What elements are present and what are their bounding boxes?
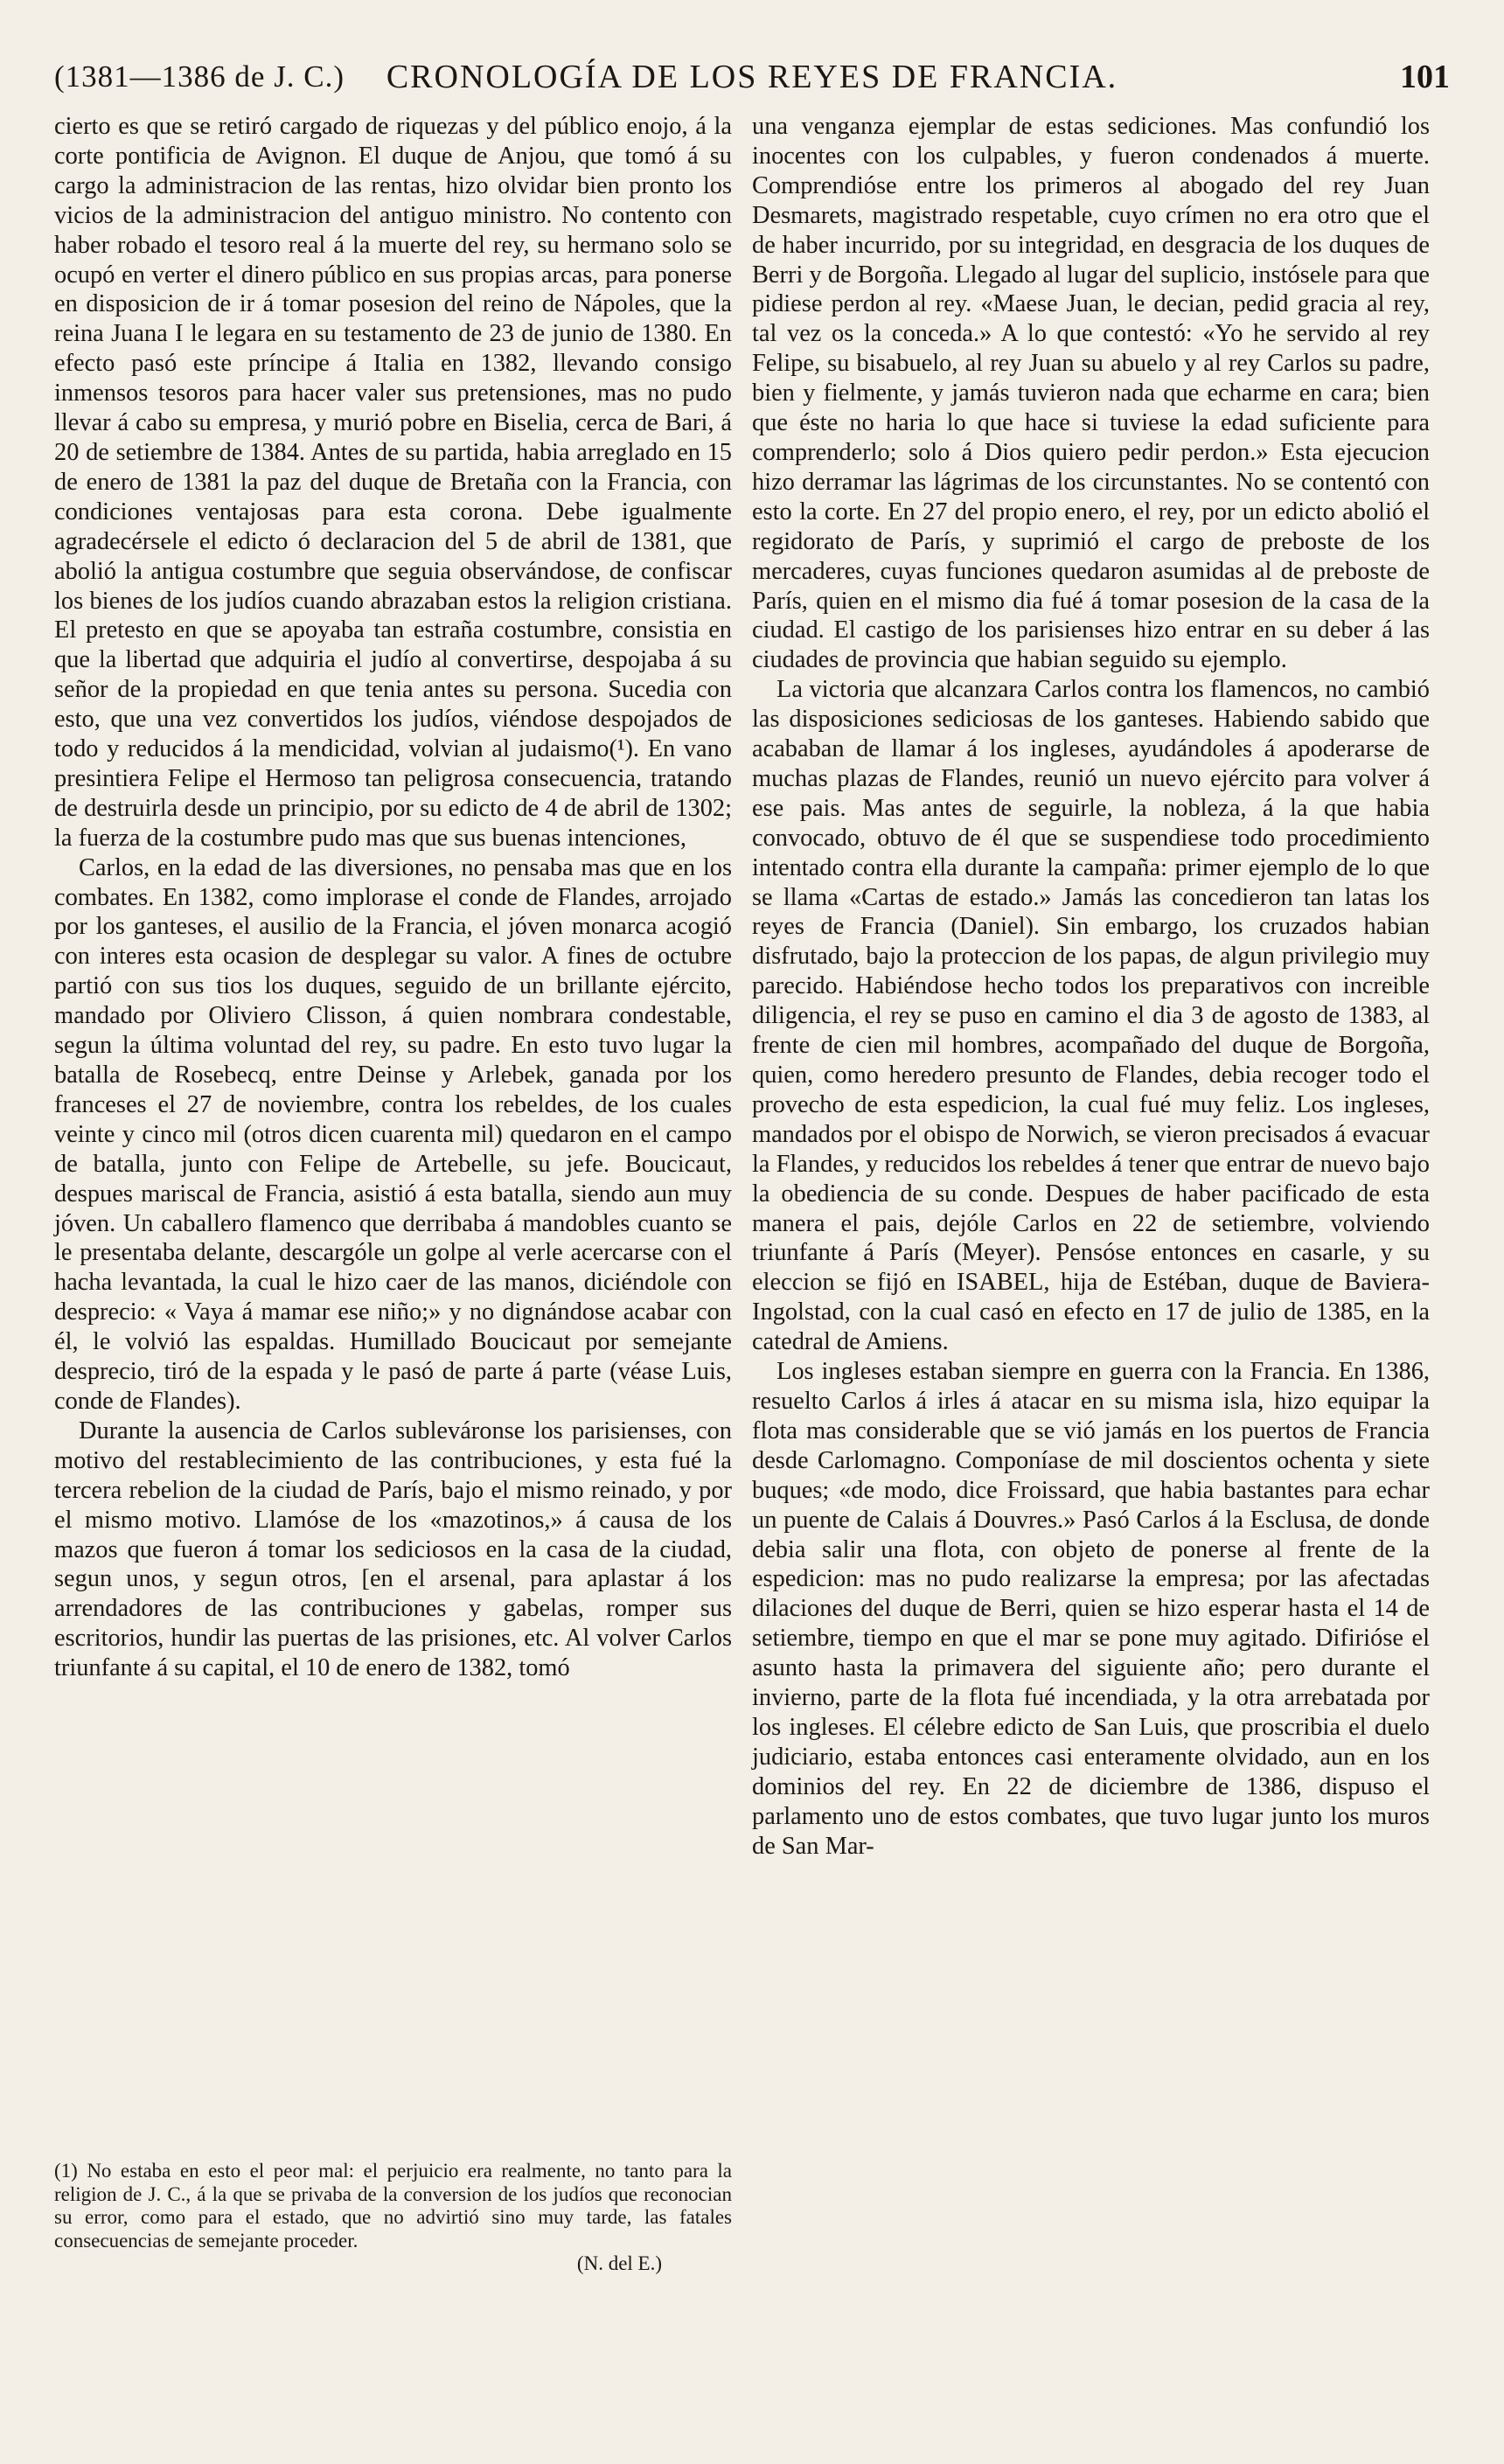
paragraph: Durante la ausencia de Carlos subleváronse los parisienses, con motivo del restablecimiento de las contribuciones, y esta fué la tercera rebelion de la ciudad de París, bajo el mismo reinado, y por el mismo motivo. Llamóse de los «mazotinos,» á causa de los mazos que fueron á tomar los sediciosos en la casa de la ciudad, segun unos, y segun otros, [en el arsenal, para aplastar á los arrendadores de las contribuciones y gabelas, romper sus escritorios, hundir las puertas de las prisiones, etc. Al volver Carlos triunfante á su capital, el 10 de enero de 1382, tomó <box>54 1416 732 1682</box>
right-column <box>752 112 1430 1861</box>
footnote <box>54 2160 732 2276</box>
running-header <box>54 52 1450 108</box>
footnote-signature: (N. del E.) <box>576 2252 662 2274</box>
paragraph: Los ingleses estaban siempre en guerra con la Francia. En 1386, resuelto Carlos á irles á atacar en su misma isla, hizo equipar la flota mas considerable que se vió jamás en los puertos de Francia desde Carlomagno. Componíase de mil doscientos ochenta y siete buques; «de modo, dice Froissard, que habia bastantes para echar un puente de Calais á Douvres.» Pasó Carlos á la Esclusa, de donde debia salir una flota, con objeto de ponerse al frente de la espedicion: mas no pudo realizarse la empresa; por las afectadas dilaciones del duque de Berri, quien se hizo esperar hasta el 14 de setiembre, tiempo en que el mar se pone muy agitado. Difirióse el asunto hasta la primavera del siguiente año; pero durante el invierno, parte de la flota fué incendiada, y la otra arrebatada por los ingleses. El célebre edicto de San Luis, que proscribia el duelo judiciario, estaba entonces casi enteramente olvidado, aun en los dominios del rey. En 22 de diciembre de 1386, dispuso el parlamento uno de estos combates, que tuvo lugar junto los muros de San Mar- <box>752 1358 1430 1860</box>
header-title: CRONOLOGÍA DE LOS REYES DE FRANCIA. <box>386 59 1118 95</box>
paragraph: La victoria que alcanzara Carlos contra los flamencos, no cambió las disposiciones sediciosas de los ganteses. Habiendo sabido que acababan de llamar á los ingleses, ayudándoles á apoderarse de muchas plazas de Flandes, reunió un nuevo ejército para volver á ese pais. Mas antes de seguirle, la nobleza, á la que habia convocado, obtuvo de él que se suspendiese todo procedimiento intentado contra ella durante la campaña: primer ejemplo de lo que se llama «Cartas de estado.» Jamás las concedieron tan latas los reyes de Francia (Daniel). Sin embargo, los cruzados habian disfrutado, bajo la proteccion de los papas, de algun privilegio muy parecido. Habiéndose hecho todos los preparativos con increible diligencia, el rey se puso en camino el dia 3 de agosto de 1383, al frente de cien mil hombres, acompañado del duque de Borgoña, quien, como heredero presunto de Flandes, debia recoger todo el provecho de esta espedicion, la cual fué muy feliz. Los ingleses, mandados por el obispo de Norwich, se vieron precisados á evacuar la Flandes, y reducidos los rebeldes á tener que entrar de nuevo bajo la obediencia de su conde. Despues de haber pacificado de esta manera el pais, dejóle Carlos en 22 de setiembre, volviendo triunfante á París (Meyer). Pensóse entonces en casarle, y su eleccion se fijó en ISABEL, hija de Estéban, duque de Baviera-Ingolstad, con la cual casó en efecto en 17 de julio de 1385, en la catedral de Amiens. <box>752 676 1430 1356</box>
paragraph: cierto es que se retiró cargado de riquezas y del público enojo, á la corte pontificia de Avignon. El duque de Anjou, que tomó á su cargo la administracion de las rentas, hizo olvidar bien pronto los vicios de la administracion del antiguo ministro. No contento con haber robado el tesoro real á la muerte del rey, su hermano solo se ocupó en verter el dinero público en sus propias arcas, para ponerse en disposicion de ir á tomar posesion del reino de Nápoles, que la reina Juana I le legara en su testamento de 23 de junio de 1380. En efecto pasó este príncipe á Italia en 1382, llevando consigo inmensos tesoros para hacer valer sus pretensiones, mas no pudo llevar á cabo su empresa, y murió pobre en Biselia, cerca de Bari, á 20 de setiembre de 1384. Antes de su partida, habia arreglado en 15 de enero de 1381 la paz del duque de Bretaña con la Francia, con condiciones ventajosas para esta corona. Debe igualmente agradecérsele el edicto ó declaracion del 5 de abril de 1381, que abolió la antigua costumbre que seguia observándose, de confiscar los bienes de los judíos cuando abrazaban estos la religion cristiana. El pretesto en que se apoyaba tan estraña costumbre, consistia en que la libertad que adquiria el judío al convertirse, despojaba á su señor de la propiedad en que tenia antes su persona. Sucedia con esto, que una vez convertidos los judíos, viéndose despojados de todo y reducidos á la mendicidad, volvian al judaismo(¹). En vano presintiera Felipe el Hermoso tan peligrosa consecuencia, tratando de destruirla desde un principio, por su edicto de 4 de abril de 1302; la fuerza de la costumbre pudo mas que sus buenas intenciones, <box>54 113 732 852</box>
footnote-text: (1) No estaba en esto el peor mal: el perjuicio era realmente, no tanto para la religion de J. C., á la que se privaba de la conversion de los judíos que reconocian su error, como para el estado, que no advirtió sino muy tarde, las fatales consecuencias de semejante proceder. <box>54 2160 732 2252</box>
paragraph: Carlos, en la edad de las diversiones, no pensaba mas que en los combates. En 1382, como implorase el conde de Flandes, arrojado por los ganteses, el ausilio de la Francia, el jóven monarca acogió con interes esta ocasion de desplegar su valor. A fines de octubre partió con sus tios los duques, seguido de un brillante ejército, mandado por Oliviero Clisson, á quien nombrara condestable, segun la última voluntad del rey, su padre. En esto tuvo lugar la batalla de Rosebecq, entre Deinse y Arlebek, ganada por los franceses el 27 de noviembre, contra los rebeldes, de los cuales veinte y cinco mil (otros dicen cuarenta mil) quedaron en el campo de batalla, junto con Felipe de Artebelle, su jefe. Boucicaut, despues mariscal de Francia, asistió á esta batalla, siendo aun muy jóven. Un caballero flamenco que derribaba á mandobles cuanto se le presentaba delante, descargóle un golpe al verle acercarse con el hacha levantada, la cual le hizo caer de las manos, diciéndole con desprecio: « Vaya á mamar ese niño;» y no dignándose acabar con él, le volvió las espaldas. Humillado Boucicaut por semejante desprecio, tiró de la espada y le pasó de parte á parte (véase Luis, conde de Flandes). <box>54 853 732 1415</box>
page-number: 101 <box>1400 59 1450 95</box>
paragraph: una venganza ejemplar de estas sediciones. Mas confundió los inocentes con los culpables, y fueron condenados á muerte. Comprendióse entre los primeros al abogado del rey Juan Desmarets, magistrado respetable, cuyo crímen no era otro que el de haber incurrido, por su integridad, en desgracia de los duques de Berri y de Borgoña. Llegado al lugar del suplicio, instósele para que pidiese perdon al rey. «Maese Juan, le decian, pedid gracia al rey, tal vez os la conceda.» A lo que contestó: «Yo he servido al rey Felipe, su bisabuelo, al rey Juan su abuelo y al rey Carlos su padre, bien y fielmente, y jamás tuvieron nada que echarme en cara; bien que éste no haria lo que hace si tuviese la edad suficiente para comprenderlo; solo á Dios quiero pedir perdon.» Esta ejecucion hizo derramar las lágrimas de los circunstantes. No se contentó con esto la corte. En 27 del propio enero, el rey, por un edicto abolió el regidorato de París, y suprimió el cargo de preboste de los mercaderes, cuyas funciones quedaron asumidas al de preboste de París, quien en el mismo dia fué á tomar posesion de la casa de la ciudad. El castigo de los parisienses hizo entrar en su deber á las ciudades de provincia que habian seguido su ejemplo. <box>752 113 1430 674</box>
left-column <box>54 112 732 1683</box>
header-date-range: (1381—1386 de J. C.) <box>54 59 345 94</box>
